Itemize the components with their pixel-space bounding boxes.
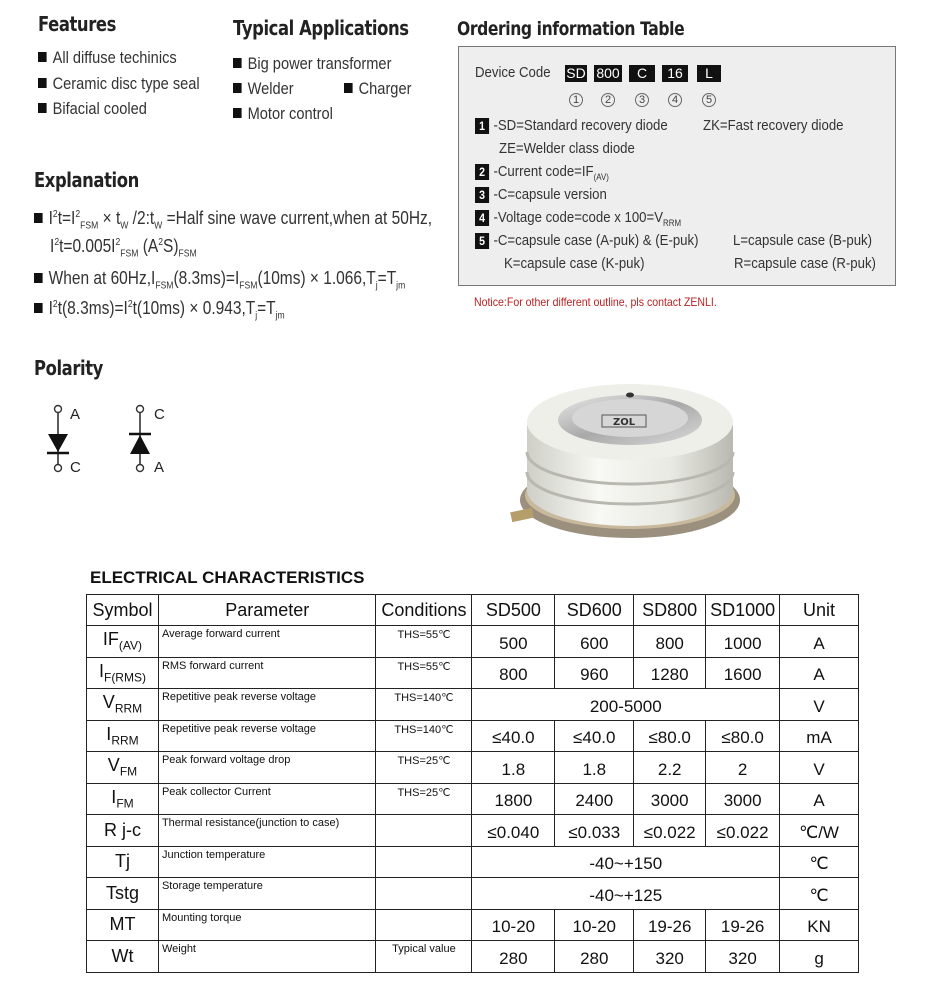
explanation-line-3: $I^2t(8.3ms)=I^2t(10ms) \times 0.943,T_j=T_{jm}$ [34,298,285,322]
value-cell: 10-20 [472,909,555,941]
photo-label: ZOL [612,417,636,428]
value-cell: 500 [472,626,555,658]
value-cell: 2 [706,752,780,784]
header-cell: Parameter [158,595,376,626]
parameter-cell: Storage temperature [158,878,376,910]
feature-item: Ceramic disc type seal [38,74,200,94]
table-row [87,941,859,973]
circle-number: 2 [601,93,615,107]
unit-cell: A [780,783,859,815]
diode-reverse-icon [129,406,151,472]
order-line-4: 4 -Voltage code=code x $100=V_{RRM}$ [475,209,681,228]
conditions-cell: THS=140℃ [376,689,472,721]
value-cell: -40~+125 [472,878,780,910]
order-line-5d: R=capsule case (R-puk) [734,255,876,272]
circle-number: 1 [569,93,583,107]
header-cell: Symbol [87,595,159,626]
order-line-1b: ZK=Fast recovery diode [703,117,844,134]
conditions-cell: THS=55℃ [376,657,472,689]
unit-cell: V [780,689,859,721]
order-line-5: 5 -C=capsule case (A-puk) & (E-puk) [475,232,699,249]
table-row [87,909,859,941]
value-cell: -40~+150 [472,846,780,878]
parameter-cell: Thermal resistance(junction to case) [158,815,376,847]
ordering-title: Ordering information Table [457,18,685,40]
table-row [87,626,859,658]
value-cell: 1600 [706,657,780,689]
value-cell: ≤0.033 [555,815,634,847]
conditions-cell [376,878,472,910]
table-row [87,815,859,847]
table-title: ELECTRICAL CHARACTERISTICS [90,568,365,587]
polarity-label-c: C [70,459,81,476]
table-row [87,783,859,815]
table-row [87,846,859,878]
value-cell: 3000 [634,783,706,815]
symbol-cell: $IF_{(AV)}$ [87,626,159,658]
circle-number: 5 [702,93,716,107]
code-box: 16 [662,65,688,82]
bullet-square-icon [233,83,242,93]
order-line-1c: ZE=Welder class diode [499,140,635,157]
bullet-square-icon [233,58,242,68]
bullet-square-icon [38,52,47,62]
value-cell: 320 [634,941,706,973]
explanation-line-1: $I^2t=I^2_{FSM} \times t_W$ $/2:t_W$ =Half sine wave current,when at 50Hz, [34,208,432,232]
value-cell: 10-20 [555,909,634,941]
code-box: L [697,65,721,82]
polarity-label-a2: A [154,459,165,476]
symbol-cell: $I_{F(RMS)}$ [87,657,159,689]
conditions-cell: THS=140℃ [376,720,472,752]
symbol-cell: $V_{FM}$ [87,752,159,784]
value-cell: 1800 [472,783,555,815]
value-cell: 800 [472,657,555,689]
table-row [87,752,859,784]
symbol-cell: Tj [87,846,159,878]
table-header-row [87,595,859,626]
symbol-cell: $I_{FM}$ [87,783,159,815]
value-cell: ≤40.0 [472,720,555,752]
code-box: C [629,65,655,82]
capsule-diode-photo [505,360,755,555]
polarity-diagram [40,398,180,482]
electrical-characteristics-table [86,594,859,973]
parameter-cell: Mounting torque [158,909,376,941]
value-cell: 200-5000 [472,689,780,721]
value-cell: 800 [634,626,706,658]
value-cell: 19-26 [634,909,706,941]
diode-forward-icon [47,406,69,472]
bullet-square-icon [38,78,47,88]
application-item: Welder [233,79,294,99]
code-box: SD [566,65,586,81]
value-cell: 19-26 [706,909,780,941]
header-cell: Conditions [376,595,472,626]
feature-item: Bifacial cooled [38,99,147,119]
symbol-cell: R j-c [87,815,159,847]
conditions-cell: Typical value [376,941,472,973]
parameter-cell: Repetitive peak reverse voltage [158,689,376,721]
conditions-cell: THS=25℃ [376,752,472,784]
parameter-cell: Weight [158,941,376,973]
value-cell: 2.2 [634,752,706,784]
explanation-line-1b: $I^2t=0.005I^2_{FSM}$ $(A^2S)_{FSM}$ [50,236,197,260]
parameter-cell: Peak forward voltage drop [158,752,376,784]
header-cell: SD600 [555,595,634,626]
value-cell: 280 [472,941,555,973]
feature-item: All diffuse techinics [38,48,177,68]
unit-cell: ℃ [780,878,859,910]
applications-title: Typical Applications [233,16,409,40]
ordering-box [458,46,896,286]
features-title: Features [38,12,116,36]
conditions-cell [376,815,472,847]
order-line-5c: K=capsule case (K-puk) [504,255,645,272]
circle-number: 4 [668,93,682,107]
header-cell: SD1000 [706,595,780,626]
unit-cell: A [780,626,859,658]
unit-cell: mA [780,720,859,752]
unit-cell: ℃ [780,846,859,878]
symbol-cell: MT [87,909,159,941]
application-item: Charger [344,79,411,99]
code-box: 800 [594,65,622,82]
application-item: Motor control [233,104,333,124]
header-cell: Unit [780,595,859,626]
explanation-title: Explanation [34,168,139,192]
circle-number: 3 [635,93,649,107]
value-cell: 960 [555,657,634,689]
value-cell: ≤40.0 [555,720,634,752]
explanation-line-2: When at $60Hz,I_{FSM}(8.3ms)=I_{FSM}(10ms) \times 1.066,T_j=T_{jm}$ [34,268,405,292]
value-cell: 1.8 [472,752,555,784]
bullet-square-icon [344,83,353,93]
value-cell: 320 [706,941,780,973]
table-row [87,689,859,721]
table-row [87,657,859,689]
notice-text: Notice:For other different outline, pls contact ZENLI. [474,295,717,309]
table-row [87,878,859,910]
symbol-cell: $I_{RRM}$ [87,720,159,752]
bullet-square-icon [233,108,242,118]
value-cell: 3000 [706,783,780,815]
unit-cell: KN [780,909,859,941]
order-line-1: 1 -SD=Standard recovery diode [475,117,668,134]
unit-cell: A [780,657,859,689]
polarity-label-a: A [70,406,81,423]
symbol-cell: Wt [87,941,159,973]
value-cell: 600 [555,626,634,658]
conditions-cell: THS=55℃ [376,626,472,658]
parameter-cell: Repetitive peak reverse voltage [158,720,376,752]
value-cell: 1.8 [555,752,634,784]
value-cell: ≤80.0 [706,720,780,752]
parameter-cell: Peak collector Current [158,783,376,815]
value-cell: ≤0.022 [634,815,706,847]
device-code-label: Device Code [475,64,551,81]
symbol-cell: $V_{RRM}$ [87,689,159,721]
conditions-cell [376,909,472,941]
table-row [87,720,859,752]
value-cell: ≤0.022 [706,815,780,847]
polarity-title: Polarity [34,356,103,380]
conditions-cell: THS=25℃ [376,783,472,815]
value-cell: ≤80.0 [634,720,706,752]
parameter-cell: RMS forward current [158,657,376,689]
value-cell: 1000 [706,626,780,658]
unit-cell: ℃/W [780,815,859,847]
polarity-label-c2: C [154,406,165,423]
order-line-5b: L=capsule case (B-puk) [733,232,873,249]
conditions-cell [376,846,472,878]
header-cell: SD800 [634,595,706,626]
value-cell: ≤0.040 [472,815,555,847]
header-cell: SD500 [472,595,555,626]
value-cell: 2400 [555,783,634,815]
bullet-square-icon [38,103,47,113]
order-line-3: 3 -C=capsule version [475,186,607,203]
unit-cell: V [780,752,859,784]
order-line-2: 2 -Current $code=IF_{(AV)}$ [475,163,609,182]
parameter-cell: Junction temperature [158,846,376,878]
value-cell: 280 [555,941,634,973]
application-item: Big power transformer [233,54,391,74]
parameter-cell: Average forward current [158,626,376,658]
unit-cell: g [780,941,859,973]
value-cell: 1280 [634,657,706,689]
symbol-cell: Tstg [87,878,159,910]
